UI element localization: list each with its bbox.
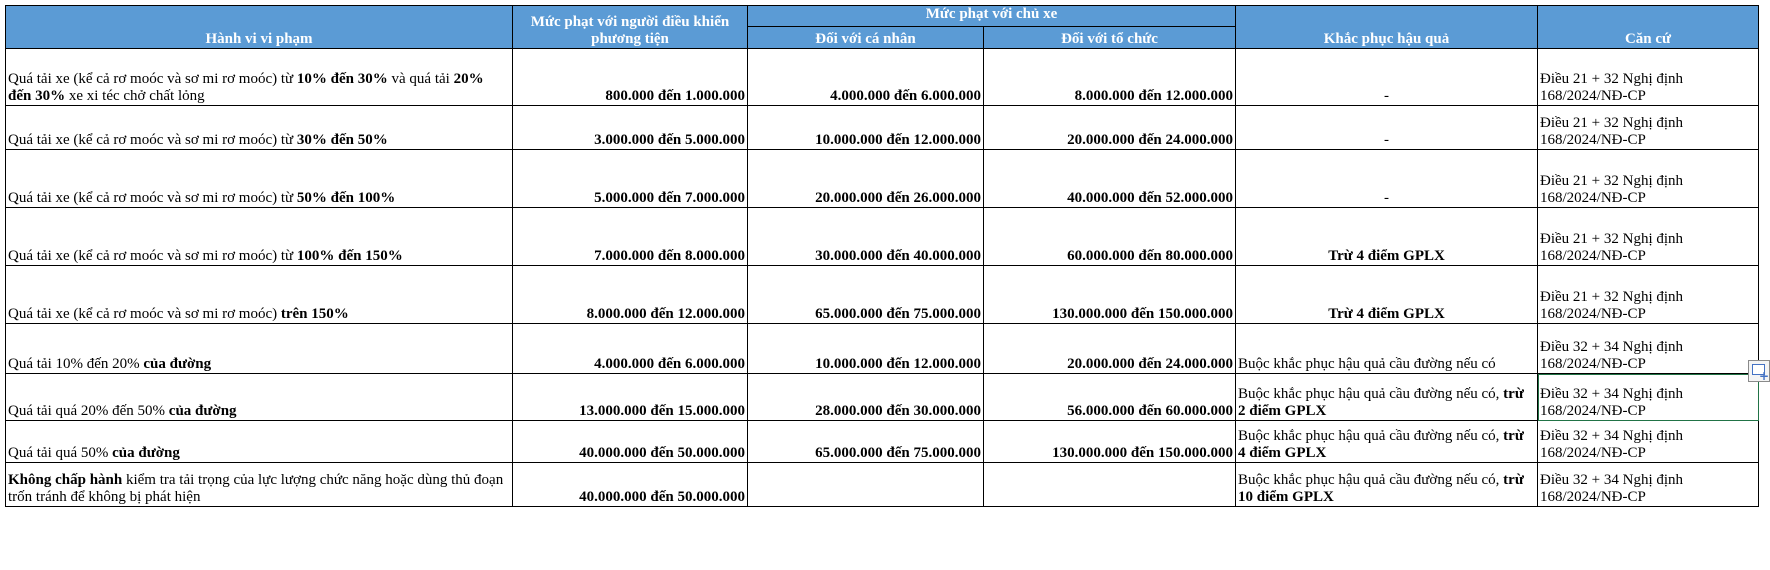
bold-text: của đường xyxy=(168,403,237,419)
table-row xyxy=(6,150,1759,208)
legal-basis-cell[interactable]: Điều 32 + 34 Nghị định 168/2024/NĐ-CP xyxy=(1538,421,1759,463)
bold-text: của đường xyxy=(143,356,212,372)
remedy-cell[interactable] xyxy=(1236,266,1538,324)
bold-text: Không chấp hành xyxy=(8,472,123,488)
bold-text: trừ 2 điểm GPLX xyxy=(1238,386,1524,419)
text: Quá tải xe (kể cả rơ moóc và sơ mi rơ moóc) xyxy=(8,306,281,322)
table-row xyxy=(6,266,1759,324)
header-individual[interactable]: Đối với cá nhân xyxy=(748,27,984,49)
violation-cell[interactable] xyxy=(6,463,513,507)
text: xe xi téc chở chất lỏng xyxy=(65,88,205,104)
text: - xyxy=(1384,190,1390,206)
spreadsheet-area xyxy=(5,5,1758,565)
bold-text: trên 150% xyxy=(280,306,349,322)
organization-fine-cell[interactable]: 130.000.000 đến 150.000.000 xyxy=(984,266,1236,324)
driver-fine-cell[interactable]: 3.000.000 đến 5.000.000 xyxy=(513,106,748,150)
remedy-cell[interactable] xyxy=(1236,421,1538,463)
text: Buộc khắc phục hậu quả cầu đường nếu có, xyxy=(1238,472,1504,488)
header-organization[interactable]: Đối với tổ chức xyxy=(984,27,1236,49)
driver-fine-cell[interactable]: 40.000.000 đến 50.000.000 xyxy=(513,421,748,463)
violation-cell[interactable] xyxy=(6,150,513,208)
individual-fine-cell[interactable]: 20.000.000 đến 26.000.000 xyxy=(748,150,984,208)
violation-cell[interactable] xyxy=(6,49,513,106)
text: Buộc khắc phục hậu quả cầu đường nếu có, xyxy=(1238,386,1504,402)
organization-fine-cell[interactable]: 60.000.000 đến 80.000.000 xyxy=(984,208,1236,266)
legal-basis-cell[interactable]: Điều 32 + 34 Nghị định 168/2024/NĐ-CP xyxy=(1538,324,1759,374)
violation-cell[interactable] xyxy=(6,374,513,421)
organization-fine-cell[interactable]: 56.000.000 đến 60.000.000 xyxy=(984,374,1236,421)
plus-icon: + xyxy=(1759,369,1770,383)
text: Quá tải quá 20% đến 50% xyxy=(8,403,169,419)
table-body xyxy=(6,49,1759,507)
text: kiểm tra tải trọng của lực lượng chức năng hoặc dùng thủ đoạn trốn tránh để không bị phát hiện xyxy=(8,472,504,505)
legal-basis-cell[interactable]: Điều 21 + 32 Nghị định 168/2024/NĐ-CP xyxy=(1538,266,1759,324)
legal-basis-cell[interactable]: Điều 32 + 34 Nghị định 168/2024/NĐ-CP xyxy=(1538,463,1759,507)
organization-fine-cell[interactable]: 8.000.000 đến 12.000.000 xyxy=(984,49,1236,106)
header-remedy[interactable]: Khắc phục hậu quả xyxy=(1236,6,1538,49)
bold-text: 100% đến 150% xyxy=(296,248,403,264)
driver-fine-cell[interactable]: 40.000.000 đến 50.000.000 xyxy=(513,463,748,507)
individual-fine-cell[interactable]: 10.000.000 đến 12.000.000 xyxy=(748,324,984,374)
bold-text: của đường xyxy=(112,445,180,461)
individual-fine-cell[interactable]: 65.000.000 đến 75.000.000 xyxy=(748,421,984,463)
remedy-cell[interactable] xyxy=(1236,49,1538,106)
individual-fine-cell[interactable]: 28.000.000 đến 30.000.000 xyxy=(748,374,984,421)
text: - xyxy=(1384,132,1390,148)
bold-text: Trừ 4 điểm GPLX xyxy=(1328,306,1445,322)
driver-fine-cell[interactable]: 4.000.000 đến 6.000.000 xyxy=(513,324,748,374)
bold-text: Trừ 4 điểm GPLX xyxy=(1328,248,1445,264)
table-row xyxy=(6,49,1759,106)
organization-fine-cell[interactable]: 20.000.000 đến 24.000.000 xyxy=(984,106,1236,150)
bold-text: trừ 4 điểm GPLX xyxy=(1238,428,1524,461)
driver-fine-cell[interactable]: 8.000.000 đến 12.000.000 xyxy=(513,266,748,324)
organization-fine-cell[interactable]: 20.000.000 đến 24.000.000 xyxy=(984,324,1236,374)
legal-basis-cell[interactable]: Điều 21 + 32 Nghị định 168/2024/NĐ-CP xyxy=(1538,150,1759,208)
remedy-cell[interactable] xyxy=(1236,463,1538,507)
text: - xyxy=(1384,88,1390,104)
bold-text: trừ 10 điểm GPLX xyxy=(1238,472,1524,505)
text: Quá tải xe (kể cả rơ moóc và sơ mi rơ moóc) từ xyxy=(8,71,297,87)
bold-text: 10% đến 30% xyxy=(296,71,388,87)
individual-fine-cell[interactable]: 30.000.000 đến 40.000.000 xyxy=(748,208,984,266)
text: Quá tải xe (kể cả rơ moóc và sơ mi rơ moóc) từ xyxy=(8,190,297,206)
remedy-cell[interactable] xyxy=(1236,324,1538,374)
organization-fine-cell[interactable]: 40.000.000 đến 52.000.000 xyxy=(984,150,1236,208)
header-violation[interactable]: Hành vi vi phạm xyxy=(6,6,513,49)
legal-basis-cell[interactable]: Điều 32 + 34 Nghị định 168/2024/NĐ-CP xyxy=(1538,374,1759,421)
header-driver-fine[interactable]: Mức phạt với người điều khiển phương tiện xyxy=(513,6,748,49)
driver-fine-cell[interactable]: 800.000 đến 1.000.000 xyxy=(513,49,748,106)
table-row xyxy=(6,421,1759,463)
penalty-table xyxy=(5,5,1759,507)
bold-text: 30% đến 50% xyxy=(296,132,388,148)
remedy-cell[interactable] xyxy=(1236,374,1538,421)
text: Buộc khắc phục hậu quả cầu đường nếu có, xyxy=(1238,428,1504,444)
text: và quá tải xyxy=(387,71,454,87)
table-row xyxy=(6,106,1759,150)
individual-fine-cell[interactable]: 4.000.000 đến 6.000.000 xyxy=(748,49,984,106)
text: Quá tải 10% đến 20% xyxy=(8,356,144,372)
header-owner-fine[interactable]: Mức phạt với chủ xe xyxy=(748,6,1236,27)
text: Quá tải xe (kể cả rơ moóc và sơ mi rơ moóc) từ xyxy=(8,132,297,148)
table-row xyxy=(6,463,1759,507)
text: Quá tải xe (kể cả rơ moóc và sơ mi rơ moóc) từ xyxy=(8,248,297,264)
header-legal-basis[interactable]: Căn cứ xyxy=(1538,6,1759,49)
legal-basis-cell[interactable]: Điều 21 + 32 Nghị định 168/2024/NĐ-CP xyxy=(1538,208,1759,266)
bold-text: 20% đến 30% xyxy=(8,71,484,104)
table-row xyxy=(6,374,1759,421)
remedy-cell[interactable] xyxy=(1236,208,1538,266)
paste-options-icon[interactable] xyxy=(1748,360,1770,382)
legal-basis-cell[interactable]: Điều 21 + 32 Nghị định 168/2024/NĐ-CP xyxy=(1538,106,1759,150)
remedy-cell[interactable] xyxy=(1236,150,1538,208)
legal-basis-cell[interactable]: Điều 21 + 32 Nghị định 168/2024/NĐ-CP xyxy=(1538,49,1759,106)
individual-fine-cell[interactable] xyxy=(748,463,984,507)
violation-cell[interactable] xyxy=(6,208,513,266)
driver-fine-cell[interactable]: 5.000.000 đến 7.000.000 xyxy=(513,150,748,208)
table-row xyxy=(6,208,1759,266)
organization-fine-cell[interactable]: 130.000.000 đến 150.000.000 xyxy=(984,421,1236,463)
violation-cell[interactable] xyxy=(6,106,513,150)
violation-cell[interactable] xyxy=(6,266,513,324)
bold-text: 50% đến 100% xyxy=(296,190,396,206)
table-row xyxy=(6,324,1759,374)
driver-fine-cell[interactable]: 13.000.000 đến 15.000.000 xyxy=(513,374,748,421)
text: Quá tải quá 50% xyxy=(8,445,113,461)
violation-cell[interactable] xyxy=(6,324,513,374)
text: Buộc khắc phục hậu quả cầu đường nếu có xyxy=(1238,356,1496,372)
organization-fine-cell[interactable] xyxy=(984,463,1236,507)
individual-fine-cell[interactable]: 10.000.000 đến 12.000.000 xyxy=(748,106,984,150)
driver-fine-cell[interactable]: 7.000.000 đến 8.000.000 xyxy=(513,208,748,266)
remedy-cell[interactable] xyxy=(1236,106,1538,150)
violation-cell[interactable] xyxy=(6,421,513,463)
individual-fine-cell[interactable]: 65.000.000 đến 75.000.000 xyxy=(748,266,984,324)
